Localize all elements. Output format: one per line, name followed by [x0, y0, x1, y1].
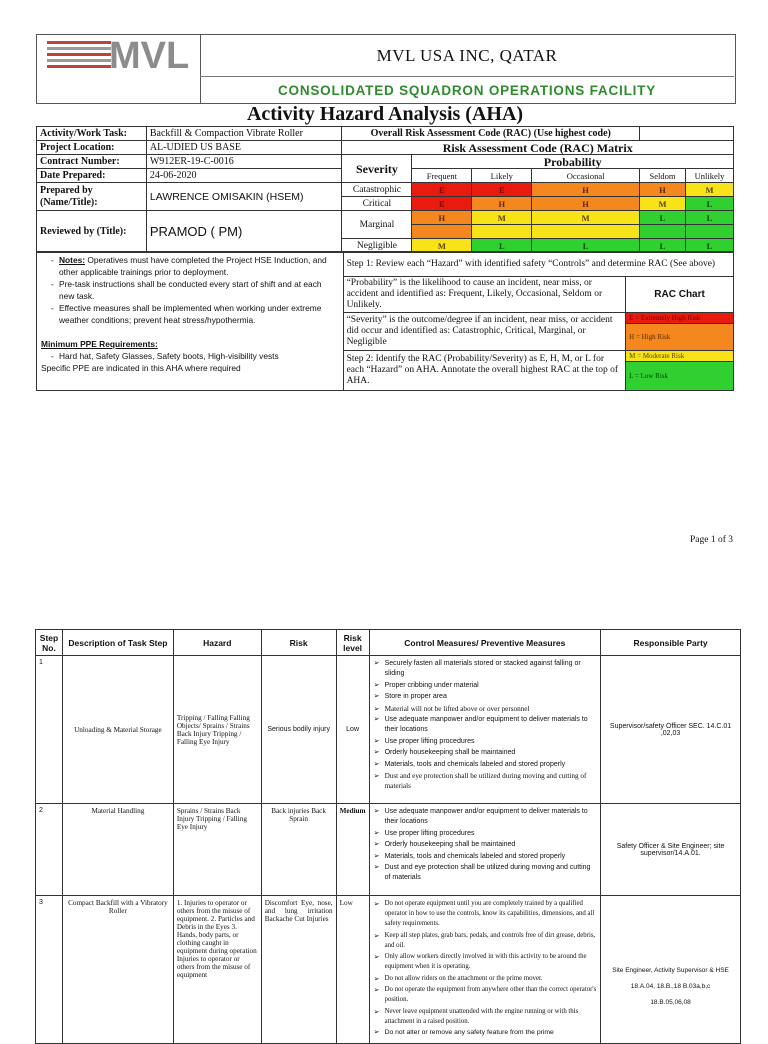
- risk-text: Discomfort Eye, nose, and lung irritation Backache Cut Injuries: [261, 896, 336, 1044]
- notes-bullet: - Effective measures shall be implemented when working under extreme weather conditions; prevent heat stress/hypothermia.: [51, 302, 339, 326]
- overall-rac-label: Overall Risk Assessment Code (RAC) (Use highest code): [342, 127, 640, 141]
- table-row: [36, 804, 741, 896]
- prepared-label: Prepared by (Name/Title):: [37, 183, 147, 211]
- control-item: ➢ Do not allow riders on the attachment or the prime mover.: [385, 974, 598, 984]
- control-item: ➢ Only allow workers directly involved in with this activity to be around the equipment when it is operating.: [385, 952, 598, 972]
- hazard-text: Sprains / Strains Back Injury Tripping / Falling Eye Injury: [173, 804, 261, 896]
- rac-cell: E: [412, 183, 472, 197]
- control-item: ➢ Material will not be lifted above or over personnel: [385, 704, 598, 714]
- hazard-text: 1. Injuries to operator or others from the misuse of equipment. 2. Particles and Debris in the Eyes 3. Hands, body parts, or clothing caught in equipment during operation Injuries to operator or others from the misuse of equipment: [173, 896, 261, 1044]
- logo-box: [36, 34, 201, 104]
- col-step-no: Step No.: [36, 630, 63, 656]
- rac-chart-title: RAC Chart: [626, 277, 734, 313]
- col-risk-level: Risk level: [336, 630, 369, 656]
- control-item: ➢ Securely fasten all materials stored or stacked against falling or sliding: [385, 659, 598, 679]
- risk-text: Back injuries Back Sprain: [261, 804, 336, 896]
- location-label: Project Location:: [37, 141, 147, 155]
- control-item: ➢ Do not alter or remove any safety feature from the prime: [385, 1028, 598, 1038]
- col-control-measures: Control Measures/ Preventive Measures: [369, 630, 601, 656]
- col-risk: Risk: [261, 630, 336, 656]
- ppe-note: Specific PPE are indicated in this AHA where required: [41, 363, 241, 373]
- rac-chart-eh: [626, 313, 734, 351]
- notes-bullet: - Pre-task instructions shall be conducted every start of shift and at each new task.: [51, 278, 339, 302]
- rac-cell: H: [532, 183, 640, 197]
- rac-cell: L: [640, 211, 686, 225]
- responsible-party-line: 18.A.04, 18.B.,18 B.03a,b,c: [630, 982, 711, 990]
- table-row: [36, 656, 741, 804]
- control-item: ➢ Never leave equipment unattended with the engine running or with this attachment in a raised position.: [385, 1007, 598, 1027]
- notes-text: Operatives must have completed the Project HSE Induction, and other applicable trainings prior to deployment.: [59, 255, 327, 277]
- control-measures: [369, 656, 601, 804]
- control-item: ➢ Keep all step plates, grab bars, pedals, and controls free of dirt grease, debris, and oil.: [385, 931, 598, 951]
- risk-level: Low: [336, 656, 369, 804]
- overall-rac-value[interactable]: [640, 127, 734, 141]
- contract-label: Contract Number:: [37, 155, 147, 169]
- step2-text: Step 2: Identify the RAC (Probability/Severity) as E, H, M, or L for each “Hazard” on AHA. Annotate the overall highest RAC at the top of AHA.: [343, 351, 626, 391]
- rac-chart-m: M = Moderate Risk: [626, 351, 733, 361]
- rac-filler: [685, 225, 733, 239]
- rac-chart-ml: [626, 351, 734, 391]
- table-row: [36, 896, 741, 1044]
- rac-cell: M: [685, 183, 733, 197]
- reviewed-label: Reviewed by (Title):: [37, 211, 147, 253]
- rac-filler: [412, 225, 472, 239]
- rac-filler: [472, 225, 532, 239]
- rac-cell: H: [412, 211, 472, 225]
- rac-cell: M: [532, 211, 640, 225]
- row-marginal: Marginal: [342, 211, 412, 239]
- control-item: ➢ Use adequate manpower and/or equipment to deliver materials to their locations: [385, 807, 598, 827]
- rac-filler: [640, 225, 686, 239]
- rac-cell: E: [472, 183, 532, 197]
- control-item: ➢ Use proper lifting procedures: [385, 829, 598, 839]
- rac-chart-h: H = High Risk: [626, 323, 733, 350]
- reviewed-value: PRAMOD ( PM): [146, 211, 342, 253]
- rac-filler: [532, 225, 640, 239]
- risk-text: Serious bodily injury: [261, 656, 336, 804]
- activity-label: Activity/Work Task:: [37, 127, 147, 141]
- notes-steps-table: [36, 251, 734, 391]
- responsible-party-line: 18.B.05,06,08: [650, 998, 691, 1006]
- col-occasional: Occasional: [532, 169, 640, 183]
- risk-level: Medium: [336, 804, 369, 896]
- rac-cell: H: [472, 197, 532, 211]
- col-description: Description of Task Step: [62, 630, 173, 656]
- rac-cell: M: [472, 211, 532, 225]
- company-name: MVL USA INC, QATAR: [376, 46, 558, 65]
- rac-cell: L: [685, 211, 733, 225]
- col-seldom: Seldom: [640, 169, 686, 183]
- location-value: AL-UDIED US BASE: [146, 141, 342, 155]
- responsible-party: Supervisor/safety Officer SEC. 14.C.01 ,02,03: [601, 656, 741, 804]
- col-hazard: Hazard: [173, 630, 261, 656]
- ppe-item: - Hard hat, Safety Glasses, Safety boots, High-visibility vests: [51, 350, 339, 362]
- mvl-logo: [37, 35, 201, 103]
- date-value: 24-06-2020: [146, 169, 342, 183]
- contract-value: W912ER-19-C-0016: [146, 155, 342, 169]
- step-number: 3: [36, 896, 63, 1044]
- date-label: Date Prepared:: [37, 169, 147, 183]
- page-number: Page 1 of 3: [690, 535, 734, 545]
- control-item: ➢ Dust and eye protection shall be utilized during moving and cutting of materials: [385, 863, 598, 883]
- hazard-text: Tripping / Falling Falling Objects/ Sprains / Strains Back Injury Tripping / Falling Eye Injury: [173, 656, 261, 804]
- rac-cell: M: [412, 239, 472, 253]
- col-responsible-party: Responsible Party: [601, 630, 741, 656]
- col-frequent: Frequent: [412, 169, 472, 183]
- rac-chart-e: E = Extremely High Risk: [626, 313, 733, 323]
- control-item: ➢ Use proper lifting procedures: [385, 737, 598, 747]
- rac-matrix-title: Risk Assessment Code (RAC) Matrix: [342, 141, 734, 155]
- activity-value: Backfill & Compaction Vibrate Roller: [146, 127, 342, 141]
- control-item: ➢ Orderly housekeeping shall be maintained: [385, 748, 598, 758]
- rac-cell: L: [685, 197, 733, 211]
- step1-text: Step 1: Review each “Hazard” with identified safety “Controls” and determine RAC (See above): [343, 252, 733, 277]
- row-catastrophic: Catastrophic: [342, 183, 412, 197]
- probability-header: Probability: [412, 155, 734, 169]
- probability-text: “Probability” is the likelihood to cause an incident, near miss, or accident and identified as: Frequent, Likely, Occasional, Seldom or Unlikely.: [343, 277, 626, 313]
- hazard-table: [35, 629, 741, 1044]
- facility-name: CONSOLIDATED SQUADRON OPERATIONS FACILITY: [277, 83, 657, 98]
- notes-cell: [37, 252, 344, 391]
- control-measures: [369, 804, 601, 896]
- document-title: Activity Hazard Analysis (AHA): [246, 103, 524, 125]
- rac-cell: M: [640, 197, 686, 211]
- rac-cell: L: [685, 239, 733, 253]
- rac-chart-l: L = Low Risk: [626, 361, 733, 390]
- ppe-title: Minimum PPE Requirements:: [41, 339, 158, 349]
- severity-text: “Severity” is the outcome/degree if an incident, near miss, or accident did occur and identified as: Catastrophic, Critical, Marginal, or Negligible: [343, 313, 626, 351]
- rac-cell: L: [640, 239, 686, 253]
- rac-cell: E: [412, 197, 472, 211]
- control-item: ➢ Store in proper area: [385, 692, 598, 702]
- severity-header: Severity: [342, 155, 412, 183]
- control-item: ➢ Do not operate the equipment from anywhere other than the correct operator's position.: [385, 985, 598, 1005]
- responsible-party: Safety Officer & Site Engineer; site supervisor/14.A.01.: [601, 804, 741, 896]
- step-number: 1: [36, 656, 63, 804]
- control-item: ➢ Dust and eye protection shall be utilized during moving and cutting of materials: [385, 771, 598, 791]
- task-description: Compact Backfill with a Vibratory Roller: [62, 896, 173, 1044]
- notes-label: Notes:: [59, 255, 86, 265]
- header-divider: [200, 76, 734, 77]
- rac-cell: H: [640, 183, 686, 197]
- task-description: Unloading & Material Storage: [62, 656, 173, 804]
- responsible-party: [601, 896, 741, 1044]
- control-measures: [369, 896, 601, 1044]
- row-negligible: Negligible: [342, 239, 412, 253]
- col-unlikely: Unlikely: [685, 169, 733, 183]
- control-item: ➢ Materials, tools and chemicals labeled and stored properly: [385, 760, 598, 770]
- step-number: 2: [36, 804, 63, 896]
- control-item: ➢ Materials, tools and chemicals labeled and stored properly: [385, 852, 598, 862]
- rac-cell: H: [532, 197, 640, 211]
- control-item: ➢ Do not operate equipment until you are completely trained by a qualified operator in how to use the controls, know its capabilities, dimensions, and all safety requirements.: [385, 899, 598, 929]
- rac-cell: L: [532, 239, 640, 253]
- risk-level: Low: [336, 896, 369, 1044]
- control-item: ➢ Proper cribbing under material: [385, 681, 598, 691]
- aha-info-table: [36, 126, 734, 253]
- control-item: ➢ Use adequate manpower and/or equipment to deliver materials to their locations: [385, 715, 598, 735]
- logo-text: MVL: [109, 35, 190, 77]
- row-critical: Critical: [342, 197, 412, 211]
- control-item: ➢ Orderly housekeeping shall be maintained: [385, 840, 598, 850]
- col-likely: Likely: [472, 169, 532, 183]
- responsible-party-line: Site Engineer, Activity Supervisor & HSE: [612, 966, 729, 974]
- task-description: Material Handling: [62, 804, 173, 896]
- prepared-value: LAWRENCE OMISAKIN (HSEM): [146, 183, 342, 211]
- rac-cell: L: [472, 239, 532, 253]
